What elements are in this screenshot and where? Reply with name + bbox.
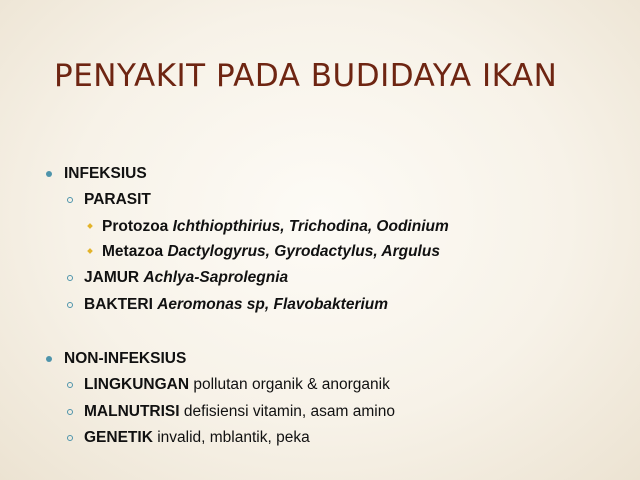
lingkungan-detail: pollutan organik & anorganik: [193, 376, 390, 393]
item-malnutrisi: [84, 402, 395, 422]
bullet-diamond-icon: [87, 248, 93, 254]
bullet-circle-icon: [67, 382, 73, 388]
bullet-dot-icon: [46, 356, 52, 362]
bakteri-label: BAKTERI: [84, 296, 153, 313]
item-genetik: [84, 428, 310, 448]
bullet-circle-icon: [67, 302, 73, 308]
genetik-detail: invalid, mblantik, peka: [157, 429, 310, 446]
lingkungan-label: LINGKUNGAN: [84, 376, 190, 393]
bullet-circle-icon: [67, 435, 73, 441]
metazoa-examples: Dactylogyrus, Gyrodactylus, Argulus: [167, 243, 440, 260]
bakteri-examples: Aeromonas sp, Flavobakterium: [157, 296, 389, 313]
item-parasit: PARASIT: [84, 191, 151, 208]
item-metazoa: [102, 242, 440, 262]
malnutrisi-label: MALNUTRISI: [84, 403, 180, 420]
bullet-circle-icon: [67, 409, 73, 415]
bullet-circle-icon: [67, 275, 73, 281]
section-heading-non-infeksius: NON-INFEKSIUS: [64, 350, 187, 367]
jamur-label: JAMUR: [84, 269, 140, 286]
bullet-circle-icon: [67, 197, 73, 203]
metazoa-label: Metazoa: [102, 243, 164, 260]
section-heading-infeksius: INFEKSIUS: [64, 165, 147, 182]
item-jamur: [84, 268, 288, 288]
bullet-diamond-icon: [87, 223, 93, 229]
item-bakteri: [84, 295, 388, 315]
protozoa-examples: Ichthiopthirius, Trichodina, Oodinium: [172, 218, 449, 235]
slide-title: PENYAKIT PADA BUDIDAYA IKAN: [54, 58, 558, 94]
item-lingkungan: [84, 375, 390, 395]
genetik-label: GENETIK: [84, 429, 153, 446]
malnutrisi-detail: defisiensi vitamin, asam amino: [183, 403, 395, 420]
bullet-dot-icon: [46, 171, 52, 177]
jamur-examples: Achlya-Saprolegnia: [143, 269, 289, 286]
item-protozoa: [102, 217, 449, 237]
protozoa-label: Protozoa: [102, 218, 169, 235]
